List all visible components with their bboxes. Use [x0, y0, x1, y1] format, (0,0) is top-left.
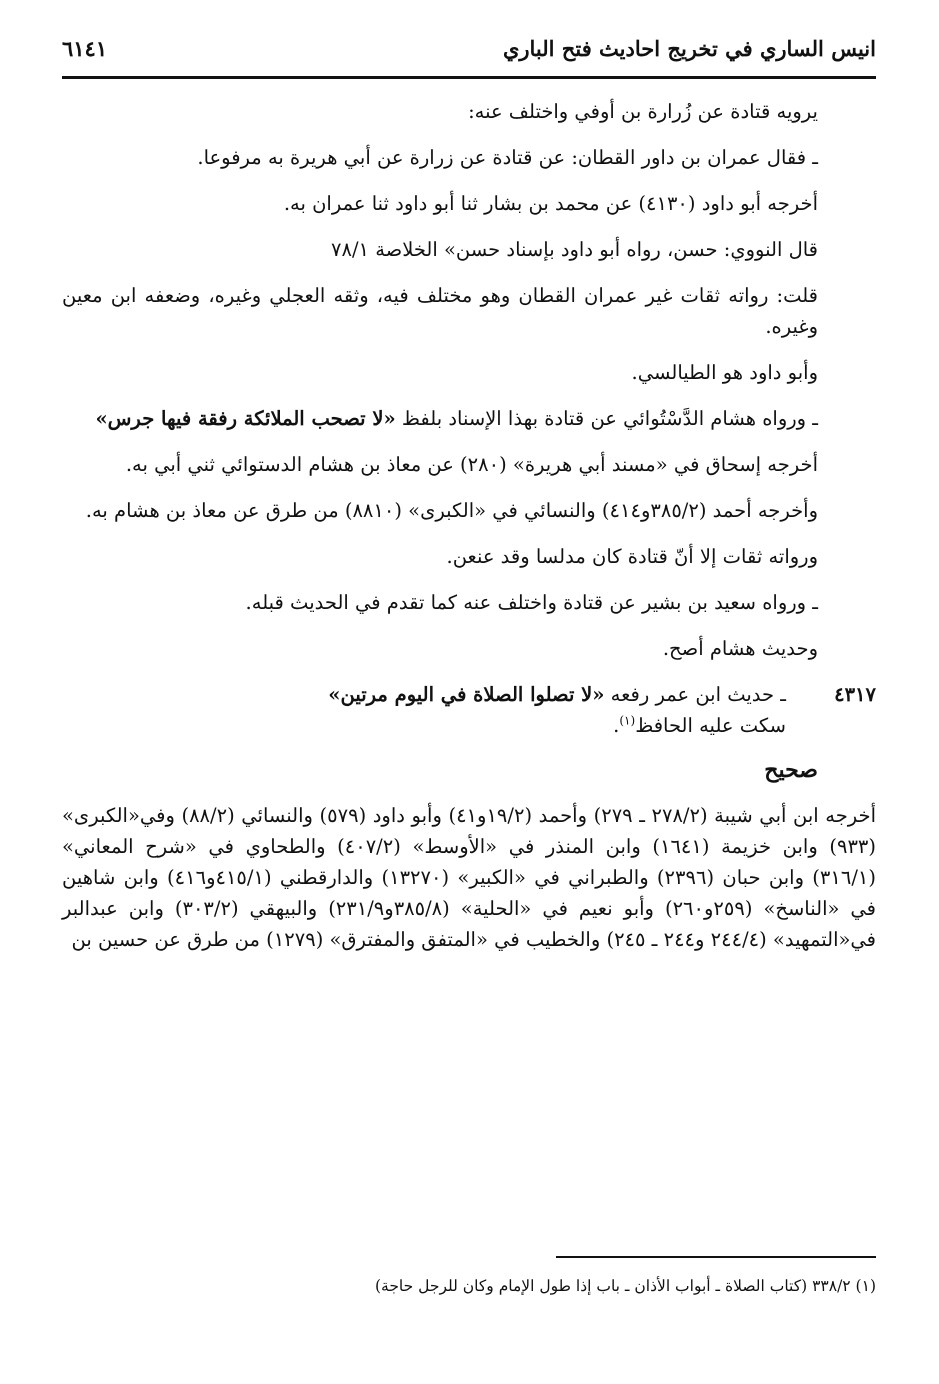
- paragraph: ـ ورواه سعيد بن بشير عن قتادة واختلف عنه كما تقدم في الحديث قبله.: [245, 591, 818, 614]
- quoted-hadith-text: «لا تصحب الملائكة رفقة فيها جرس»: [95, 407, 396, 430]
- paragraph: قلت: رواته ثقات غير عمران القطان وهو مختلف فيه، وثقه العجلي وغيره، وضعفه ابن معين وغيره.: [62, 284, 818, 338]
- paragraph: قال النووي: حسن، رواه أبو داود بإسناد حسن» الخلاصة ٧٨/١: [331, 238, 818, 261]
- header-divider: [62, 76, 876, 79]
- hadith-note: سكت عليه الحافظ: [635, 714, 786, 737]
- paragraph: أخرجه إسحاق في «مسند أبي هريرة» (٢٨٠) عن معاذ بن هشام الدستوائي ثني أبي به.: [125, 453, 818, 476]
- running-header: [62, 34, 876, 74]
- hadith-text: «لا تصلوا الصلاة في اليوم مرتين»: [328, 683, 605, 706]
- paragraph: وأبو داود هو الطيالسي.: [631, 361, 818, 384]
- grading-heading: صحيح: [764, 757, 818, 783]
- page-number: ٦١٤١: [62, 36, 108, 61]
- hadith-prefix: ـ حديث ابن عمر رفعه: [604, 683, 786, 706]
- footnote: (١) ٣٣٨/٢ (كتاب الصلاة ـ أبواب الأذان ـ باب إذا طول الإمام وكان للرجل حاجة): [374, 1277, 876, 1295]
- paragraph: أخرجه أبو داود (٤١٣٠) عن محمد بن بشار ثنا أبو داود ثنا عمران به.: [283, 192, 818, 215]
- hadith-note-line: [62, 710, 786, 741]
- footnote-reference[interactable]: (١): [619, 713, 636, 728]
- main-text: [62, 96, 876, 970]
- footnote-divider: [556, 1256, 876, 1258]
- paragraph: ـ فقال عمران بن داور القطان: عن قتادة عن زرارة عن أبي هريرة به مرفوعا.: [197, 146, 818, 169]
- takhrij-paragraph: أخرجه ابن أبي شيبة (٢٧٨/٢ ـ ٢٧٩) وأحمد (١٩/٢و٤١) وأبو داود (٥٧٩) والنسائي (٨٨/٢) وفي«الكبرى» (٩٣٣) وابن خزيمة (١٦٤١) وابن المنذر في «الأوسط» (٤٠٧/٢) والطحاوي في «شرح المعاني» (٣١٦/١) وابن حبان (٢٣٩٦) والطبراني في «الكبير» (١٣٢٧٠) والدارقطني (٤١٥/١و٤١٦) وابن شاهين في «الناسخ» (٢٥٩و٢٦٠) وأبو نعيم في «الحلية» (٣٨٥/٨و٢٣١/٩) والبيهقي (٣٠٣/٢) وابن عبدالبر في«التمهيد» (٢٤٤/٤ و٢٤٤ ـ ٢٤٥) والخطيب في «المتفق والمفترق» (١٢٧٩) من طرق عن حسين بن: [62, 804, 876, 951]
- paragraph: ورواته ثقات إلا أنّ قتادة كان مدلسا وقد عنعن.: [446, 545, 818, 568]
- hadith-line: [62, 679, 786, 710]
- hadith-number: ٤٣١٧: [834, 683, 876, 706]
- paragraph-text: ـ ورواه هشام الدَّسْتُوائي عن قتادة بهذا الإسناد بلفظ: [395, 407, 818, 430]
- hadith-entry: [62, 679, 876, 741]
- paragraph: وأخرجه أحمد (٣٨٥/٢و٤١٤) والنسائي في «الكبرى» (٨٨١٠) من طرق عن معاذ بن هشام به.: [85, 499, 818, 522]
- paragraph: [62, 403, 876, 434]
- book-title: انيس الساري في تخريج احاديث فتح الباري: [502, 36, 876, 61]
- paragraph: يرويه قتادة عن زُرارة بن أوفي واختلف عنه:: [468, 100, 818, 123]
- paragraph: وحديث هشام أصح.: [662, 637, 818, 660]
- hadith-note-end: .: [613, 714, 620, 737]
